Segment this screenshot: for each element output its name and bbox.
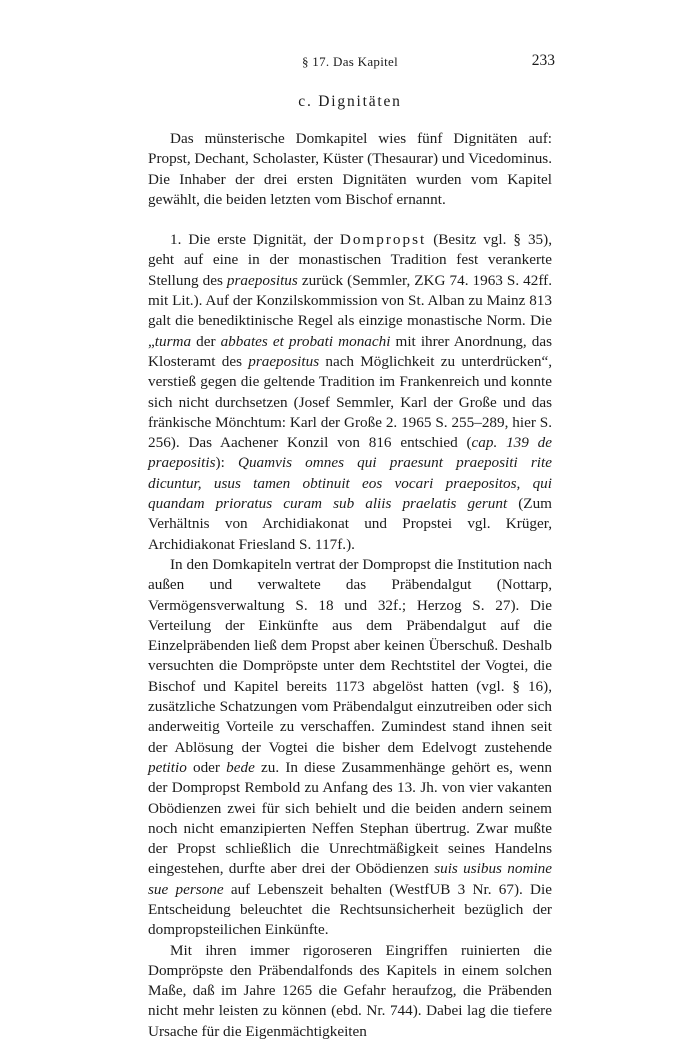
paragraph-intro xyxy=(148,129,552,210)
text-run-italic: turma xyxy=(154,332,192,350)
text-run-normal: In den Domkapiteln vertrat der Dompropst die Institution nach außen und verwaltete das Präbendalgut (Nottarp, Vermögensverwaltung S. 18 und 32f.; Herzog S. 27). Die Verteilung der Einkünfte aus dem Präbendalgut auf die Einzelpräbenden ließ dem Propst aber keinen Überschuß. Deshalb versuchten die Dompröpste unter dem Rechtstitel der Vogtei, die Bischof und Kapitel bereits 1173 abgelöst hatten (vgl. § 16), zusätzliche Schatzungen vom Präbendalgut einzutreiben oder sich anderweitig Vorteile zu verschaffen. Zumindest stand ihnen seit der Ablösung der Vogtei die bisher dem Edelvogt zustehende xyxy=(148,555,552,756)
text-run-normal: (Besitz vgl. § 35), geht auf eine in der monastischen Tradition fest verankerte Stellung des xyxy=(148,231,553,289)
running-title: § 17. Das Kapitel xyxy=(301,54,399,69)
text-run-italic: praepositus xyxy=(226,271,298,289)
running-head xyxy=(0,52,700,72)
section-heading: c. Dignitäten xyxy=(298,93,402,110)
text-run-italic: petitio xyxy=(148,758,187,776)
text-run-normal: zurück (Semmler, ZKG 74. 1963 S. 42ff. mit Lit.). Auf der Konzilskommission von St. Alban zu Mainz 813 galt die benediktinische Regel als einzige monastische Norm. Die „ xyxy=(148,271,552,350)
text-run-normal: 1. Die erste Dignität, der xyxy=(170,231,340,249)
text-run-spaced: Dompropst xyxy=(339,231,427,249)
text-run-normal: ): xyxy=(215,454,238,472)
text-run-italic: praepositus xyxy=(248,352,320,370)
text-run-normal: Mit ihren immer rigoroseren Eingriffen ruinierten die Dompröpste den Präbendalfonds des Kapitels in einem solchen Maße, daß im Jahre 1265 die Gefahr heraufzog, die Präbenden nicht mehr leisten zu können (ebd. Nr. 744). Dabei lag die tiefere Ursache für die Eigenmächtigkeiten xyxy=(148,941,552,1040)
paragraph-dompropst xyxy=(148,230,552,555)
text-run-normal: der xyxy=(191,332,221,350)
text-run-normal: oder xyxy=(186,758,227,776)
paragraph-eingriffe xyxy=(148,941,552,1042)
text-run-normal: mit ihrer Anordnung, das Klosteramt des xyxy=(148,332,552,370)
paragraph-domkapiteln xyxy=(148,555,552,941)
text-run-italic: abbates et probati monachi xyxy=(220,332,391,350)
text-run-italic: Quamvis omnes qui praesunt praepositi rite dicuntur, usus tamen obtinuit eos vocari praepositos, qui quandam prioratus curam sub aliis praelatis gerunt xyxy=(148,454,552,513)
text-run-normal: nach Möglichkeit zu unterdrücken“, verstieß gegen die geltende Tradition im Frankenreich und konnte sich nicht durchsetzen (Josef Semmler, Karl der Große und das fränkische Mönchtum: Karl der Große 2. 1965 S. 255–289, hier S. 256). Das Aachener Konzil von 816 entschied ( xyxy=(148,352,552,452)
text-run-italic: suis usibus nomine sue persone xyxy=(148,860,552,898)
text-run-normal: zu. In diese Zusammenhänge gehört es, wenn der Dompropst Rembold zu Anfang des 13. Jh. von vier vakanten Obödienzen zwei für sich behielt und die beiden andern seinem noch nicht emanzipierten Neffen Stephan übertrug. Zwar mußte der Propst schließlich die Unrechtmäßigkeit seines Handelns eingestehen, durfte aber drei der Obödienzen xyxy=(148,758,552,878)
text-run-normal: Das münsterische Domkapitel wies fünf Dignitäten auf: Propst, Dechant, Scholaster, Küster (Thesaurar) und Vicedominus. Die Inhaber der drei ersten Dignitäten wurden vom Kapitel gewählt, die beiden letzten vom Bischof ernannt. xyxy=(148,130,552,208)
text-run-italic: cap. 139 de praepositis xyxy=(148,434,552,472)
body-text xyxy=(148,129,552,1042)
page-number: 233 xyxy=(531,52,555,69)
text-run-italic: bede xyxy=(226,758,255,776)
text-run-normal: (Zum Verhältnis von Archidiakonat und Propstei vgl. Krüger, Archidiakonat Friesland S. 117f.). xyxy=(148,495,552,553)
text-run-normal: auf Lebenszeit behalten (WestfUB 3 Nr. 67). Die Entscheidung beleuchtet die Rechtsunsicherheit bezüglich der dompropsteilichen Einkünfte. xyxy=(148,880,552,939)
